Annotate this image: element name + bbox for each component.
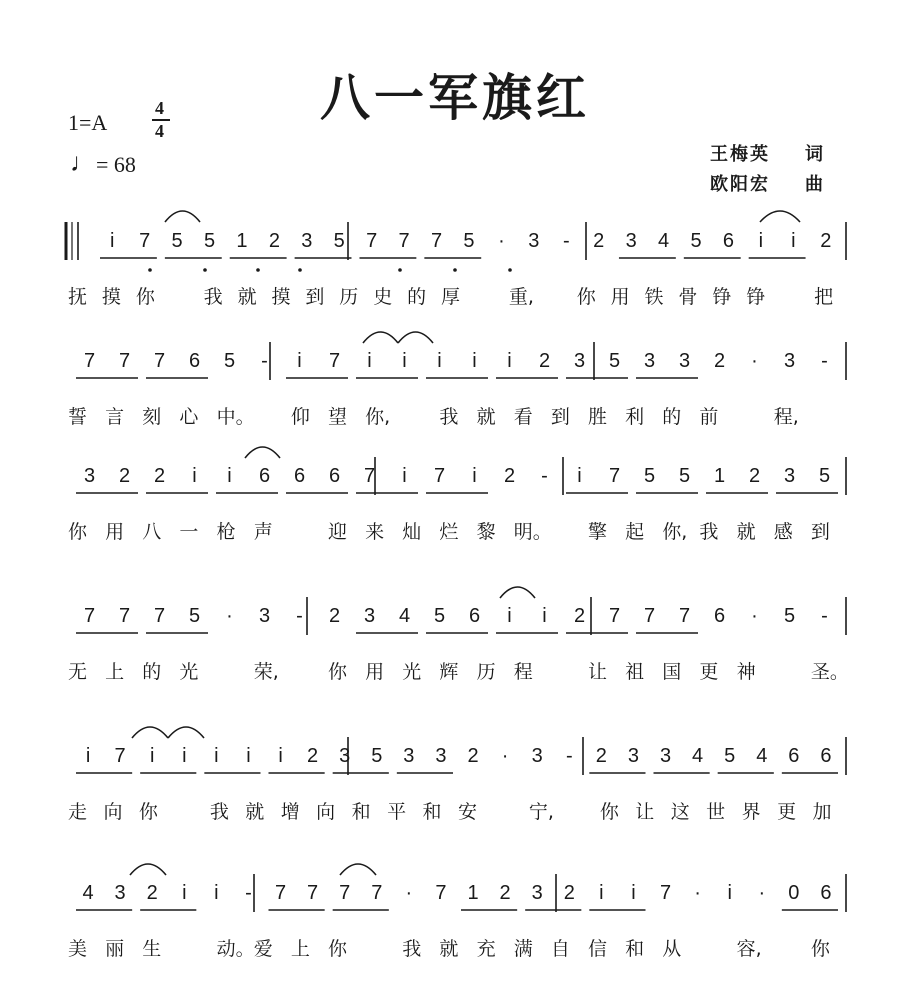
lyric-char: 铁 — [644, 286, 664, 308]
note: 7 — [139, 230, 151, 252]
note: 6 — [722, 230, 735, 252]
note: 7 — [153, 605, 166, 627]
note: i — [758, 230, 764, 252]
note: 3 — [403, 745, 415, 767]
note: 7 — [363, 465, 376, 487]
lyric-char: 让 — [588, 661, 608, 683]
note: i — [278, 745, 283, 767]
octave-dot — [298, 268, 302, 272]
note: 2 — [713, 350, 726, 372]
note: i — [631, 882, 636, 904]
key-signature: 1=A — [68, 110, 108, 135]
note: 7 — [83, 350, 96, 372]
lyric-char: 向 — [316, 801, 336, 823]
lyric-char: 看 — [513, 406, 533, 428]
lyric-char: 中。 — [216, 406, 255, 428]
note: - — [261, 350, 268, 372]
note: i — [214, 882, 219, 904]
lyric-char: 更 — [699, 661, 719, 683]
slur — [760, 211, 800, 222]
note: - — [245, 882, 252, 904]
lyric-char: 我 — [439, 406, 459, 428]
lyric-char: 就 — [736, 521, 756, 543]
lyric-char: 我 — [402, 938, 422, 960]
note: 3 — [435, 745, 447, 767]
note: i — [472, 350, 477, 372]
lyric-char: 用 — [610, 286, 630, 308]
lyric-char: 来 — [365, 521, 385, 543]
note: 6 — [820, 882, 832, 904]
lyric-char: 光 — [402, 661, 422, 683]
note: i — [472, 465, 477, 487]
note: 3 — [659, 745, 672, 767]
note: 4 — [398, 605, 411, 627]
note: · — [498, 230, 505, 252]
note: - — [562, 230, 570, 252]
note: - — [565, 745, 573, 767]
note: 2 — [820, 230, 832, 252]
note: i — [85, 745, 91, 767]
note: 4 — [692, 745, 704, 767]
note: 2 — [118, 465, 131, 487]
note: 6 — [188, 350, 201, 372]
note: i — [507, 605, 512, 627]
lyric-char: 这 — [670, 801, 690, 823]
lyric-char: 史 — [373, 286, 393, 308]
slur — [363, 332, 398, 343]
note: i — [402, 465, 407, 487]
note: 2 — [328, 605, 341, 627]
note: 5 — [223, 350, 236, 372]
slur — [165, 211, 200, 222]
lyric-char: 我 — [209, 801, 229, 823]
note: 3 — [363, 605, 376, 627]
note: · — [405, 882, 413, 904]
lyric-char: 世 — [706, 801, 726, 823]
lyric-char: 你 — [138, 801, 158, 823]
note: 7 — [435, 882, 447, 904]
note: 7 — [114, 745, 126, 767]
lyric-char: 你 — [135, 286, 155, 308]
lyric-char: 就 — [476, 406, 496, 428]
lyric-char: 增 — [280, 801, 300, 823]
note: i — [507, 350, 512, 372]
note: - — [296, 605, 303, 627]
lyric-char: 历 — [476, 661, 496, 683]
lyric-char: 把 — [814, 286, 834, 308]
note: 7 — [430, 230, 443, 252]
slur — [130, 864, 166, 875]
slur — [245, 447, 280, 458]
lyric-char: 容, — [736, 938, 762, 960]
lyric-char: 国 — [662, 661, 682, 683]
lyric-char: 感 — [773, 521, 793, 543]
lyric-char: 摸 — [271, 286, 291, 308]
lyricist-role: 词 — [805, 144, 825, 165]
lyric-char: 一 — [179, 521, 199, 543]
note: 7 — [371, 882, 383, 904]
lyric-char: 利 — [625, 406, 645, 428]
song-title: 八一军旗红 — [320, 69, 590, 127]
lyric-char: 的 — [662, 406, 682, 428]
note: i — [214, 745, 219, 767]
note: · — [226, 605, 233, 627]
note: 4 — [82, 882, 94, 904]
note: · — [751, 605, 758, 627]
note: 7 — [608, 605, 621, 627]
note: 2 — [153, 465, 166, 487]
note: i — [109, 230, 115, 252]
lyric-char: 荣, — [253, 661, 279, 683]
note: 3 — [573, 350, 586, 372]
note: 5 — [203, 230, 216, 252]
slur — [398, 332, 433, 343]
lyric-char: 历 — [339, 286, 359, 308]
lyric-char: 前 — [699, 406, 719, 428]
octave-dot — [508, 268, 512, 272]
note: 2 — [563, 882, 575, 904]
lyric-char: 我 — [203, 286, 223, 308]
note: 4 — [658, 230, 670, 252]
lyric-char: 加 — [812, 801, 832, 823]
note: 2 — [573, 605, 586, 627]
note: i — [297, 350, 302, 372]
note: 5 — [371, 745, 383, 767]
lyric-char: 望 — [328, 406, 348, 428]
lyric-char: 刻 — [142, 406, 162, 428]
lyric-char: 你, — [662, 521, 688, 543]
note: 5 — [608, 350, 621, 372]
note: i — [577, 465, 582, 487]
note: - — [821, 605, 828, 627]
note: 3 — [678, 350, 691, 372]
note: 7 — [643, 605, 656, 627]
note: 6 — [820, 745, 832, 767]
note: 3 — [339, 745, 351, 767]
note: 5 — [783, 605, 796, 627]
note: 2 — [538, 350, 551, 372]
note: 5 — [678, 465, 691, 487]
note: 4 — [756, 745, 768, 767]
lyric-char: 从 — [662, 938, 682, 960]
lyric-char: 灿 — [402, 521, 422, 543]
lyric-char: 仰 — [290, 406, 310, 428]
note: 5 — [463, 230, 475, 252]
note: i — [727, 882, 732, 904]
lyric-char: 界 — [741, 801, 761, 823]
note: 6 — [468, 605, 481, 627]
lyric-char: 迎 — [328, 521, 348, 543]
slur — [500, 587, 535, 598]
octave-dot — [203, 268, 207, 272]
note: 5 — [333, 230, 345, 252]
lyric-char: 铮 — [746, 286, 766, 308]
time-signature-top: 4 — [155, 98, 164, 118]
note: 7 — [118, 350, 131, 372]
lyric-char: 就 — [245, 801, 265, 823]
note: - — [541, 465, 548, 487]
lyric-char: 你 — [328, 661, 348, 683]
note: 7 — [678, 605, 691, 627]
note: i — [437, 350, 442, 372]
note: i — [367, 350, 372, 372]
lyric-char: 安 — [458, 801, 478, 823]
lyric-char: 胜 — [588, 406, 608, 428]
note: 0 — [788, 882, 800, 904]
composer-role: 曲 — [805, 174, 825, 195]
note: 3 — [643, 350, 656, 372]
lyric-char: 声 — [253, 521, 273, 543]
octave-dot — [453, 268, 457, 272]
lyric-char: 用 — [105, 521, 125, 543]
lyric-char: 光 — [179, 661, 199, 683]
note: 3 — [114, 882, 126, 904]
lyric-char: 我 — [699, 521, 719, 543]
note: 7 — [328, 350, 341, 372]
lyric-char: 黎 — [476, 521, 496, 543]
lyric-char: 程, — [773, 406, 799, 428]
composer-name: 欧阳宏 — [710, 174, 770, 195]
note: i — [192, 465, 197, 487]
lyric-char: 更 — [777, 801, 797, 823]
note: 6 — [788, 745, 800, 767]
note: 3 — [625, 230, 637, 252]
note: i — [182, 882, 187, 904]
note: 7 — [274, 882, 287, 904]
note: 7 — [339, 882, 351, 904]
note: · — [751, 350, 758, 372]
lyric-char: 明。 — [513, 521, 552, 543]
note: 1 — [236, 230, 248, 252]
note: i — [791, 230, 796, 252]
slur — [132, 727, 168, 738]
lyric-char: 厚 — [441, 286, 461, 308]
lyric-char: 的 — [142, 661, 162, 683]
note: 5 — [171, 230, 183, 252]
note: 5 — [643, 465, 656, 487]
lyric-char: 丽 — [105, 938, 125, 960]
note: 5 — [818, 465, 831, 487]
note: 7 — [153, 350, 166, 372]
lyric-char: 到 — [810, 521, 830, 543]
time-signature-bottom: 4 — [155, 121, 164, 141]
lyric-char: 圣。 — [810, 661, 849, 683]
octave-dot — [148, 268, 152, 272]
note: 2 — [748, 465, 761, 487]
lyric-char: 你 — [328, 938, 348, 960]
note: 2 — [467, 745, 479, 767]
lyric-char: 重, — [508, 286, 534, 308]
tempo-marking: = 68 — [96, 152, 136, 177]
lyric-char: 充 — [476, 938, 496, 960]
lyric-char: 和 — [422, 801, 442, 823]
lyric-char: 擎 — [588, 521, 608, 543]
lyric-char: 心 — [179, 406, 199, 428]
note: 2 — [268, 230, 280, 252]
lyric-char: 和 — [625, 938, 645, 960]
lyric-char: 的 — [407, 286, 427, 308]
note: · — [694, 882, 701, 904]
lyric-char: 你 — [68, 521, 88, 543]
lyric-char: 誓 — [68, 406, 88, 428]
octave-dot — [256, 268, 260, 272]
note: i — [599, 882, 604, 904]
lyric-char: 你 — [599, 801, 619, 823]
note: 2 — [146, 882, 158, 904]
lyric-char: 程 — [513, 661, 533, 683]
note: i — [246, 745, 251, 767]
lyric-char: 骨 — [678, 286, 698, 308]
note: 7 — [433, 465, 446, 487]
lyric-char: 摸 — [101, 286, 121, 308]
note: 3 — [783, 465, 796, 487]
note: 6 — [713, 605, 726, 627]
note: 2 — [307, 745, 319, 767]
note: 3 — [531, 745, 543, 767]
note: 2 — [499, 882, 511, 904]
note: 5 — [433, 605, 446, 627]
note: 6 — [293, 465, 306, 487]
lyric-char: 生 — [142, 938, 162, 960]
lyric-char: 和 — [351, 801, 371, 823]
note: 3 — [531, 882, 543, 904]
note: 3 — [301, 230, 313, 252]
note: 7 — [366, 230, 378, 252]
lyric-char: 宁, — [528, 801, 554, 823]
lyric-char: 爱 — [253, 938, 273, 960]
lyric-char: 自 — [550, 938, 570, 960]
lyric-char: 枪 — [216, 521, 236, 543]
note: · — [501, 745, 509, 767]
lyric-char: 八 — [142, 521, 162, 543]
note: i — [149, 745, 155, 767]
note: 7 — [307, 882, 319, 904]
lyric-char: 辉 — [439, 661, 459, 683]
lyric-char: 起 — [625, 521, 645, 543]
lyric-char: 你 — [810, 938, 830, 960]
slur — [340, 864, 376, 875]
lyric-char: 让 — [635, 801, 655, 823]
lyric-char: 满 — [513, 938, 533, 960]
lyric-char: 到 — [305, 286, 325, 308]
quarter-note-icon: ♩ — [70, 148, 96, 177]
note: 3 — [83, 465, 96, 487]
lyric-char: 无 — [68, 661, 88, 683]
octave-dot — [398, 268, 402, 272]
lyric-char: 上 — [105, 661, 125, 683]
note: 5 — [690, 230, 702, 252]
note: 7 — [118, 605, 131, 627]
note: 7 — [398, 230, 410, 252]
note: 2 — [593, 230, 605, 252]
lyric-char: 就 — [439, 938, 459, 960]
note: 5 — [188, 605, 201, 627]
note: i — [227, 465, 232, 487]
lyric-char: 抚 — [68, 286, 88, 308]
lyric-char: 到 — [550, 406, 570, 428]
lyric-char: 铮 — [712, 286, 732, 308]
note: 7 — [659, 882, 672, 904]
lyric-char: 祖 — [625, 661, 645, 683]
lyric-char: 平 — [387, 801, 407, 823]
lyric-char: 神 — [736, 661, 756, 683]
note: 7 — [83, 605, 96, 627]
lyric-char: 言 — [105, 406, 125, 428]
note: 6 — [328, 465, 341, 487]
lyric-char: 走 — [68, 801, 88, 823]
note: 2 — [503, 465, 516, 487]
note: · — [758, 882, 766, 904]
note: 2 — [595, 745, 607, 767]
note: 3 — [528, 230, 540, 252]
note: - — [821, 350, 828, 372]
note: 7 — [608, 465, 621, 487]
lyric-char: 你, — [365, 406, 391, 428]
note: i — [182, 745, 187, 767]
note: 3 — [783, 350, 796, 372]
lyric-char: 烂 — [439, 521, 459, 543]
lyric-char: 就 — [237, 286, 257, 308]
note: 5 — [724, 745, 736, 767]
lyric-char: 向 — [103, 801, 123, 823]
note: 3 — [258, 605, 271, 627]
slur — [168, 727, 204, 738]
lyric-char: 用 — [365, 661, 385, 683]
note: 1 — [713, 465, 726, 487]
lyric-char: 你 — [576, 286, 596, 308]
note: 6 — [258, 465, 271, 487]
note: 3 — [627, 745, 639, 767]
note: i — [542, 605, 547, 627]
lyricist-name: 王梅英 — [710, 144, 770, 165]
lyric-char: 动。 — [216, 938, 255, 960]
note: i — [402, 350, 407, 372]
lyric-char: 美 — [68, 938, 88, 960]
note: 1 — [467, 882, 479, 904]
lyric-char: 上 — [290, 938, 310, 960]
lyric-char: 信 — [588, 938, 608, 960]
